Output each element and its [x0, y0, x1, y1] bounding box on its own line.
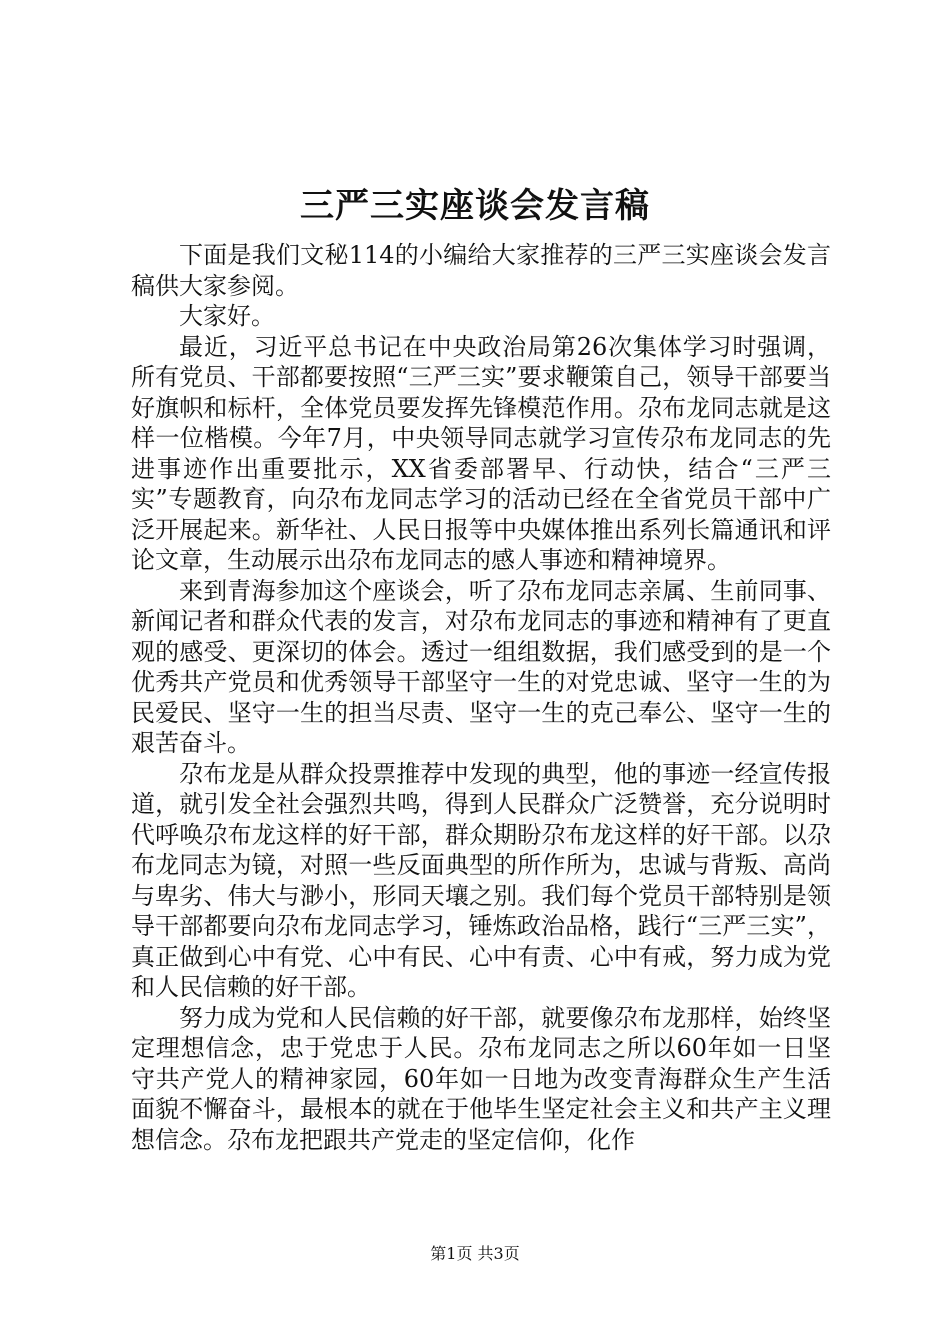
paragraph-greeting: 大家好。: [179, 302, 275, 330]
document-body: [131, 240, 831, 1155]
paragraph-body-4: 努力成为党和人民信赖的好干部，就要像尕布龙那样，始终坚定理想信念，忠于党忠于人民。尕布龙同志之所以60年如一日坚守共产党人的精神家园，60年如一日地为改变青海群众生产生活面貌不懈奋斗，最根本的就在于他毕生坚定社会主义和共产主义理想信念。尕布龙把跟共产党走的坚定信仰，化作: [131, 1003, 831, 1154]
paragraph-intro: 下面是我们文秘114的小编给大家推荐的三严三实座谈会发言稿供大家参阅。: [131, 241, 831, 300]
page-number-footer: 第1页 共3页: [430, 1244, 520, 1263]
paragraph-body-3: 尕布龙是从群众投票推荐中发现的典型，他的事迹一经宣传报道，就引发全社会强烈共鸣，得到人民群众广泛赞誉，充分说明时代呼唤尕布龙这样的好干部，群众期盼尕布龙这样的好干部。以尕布龙同志为镜，对照一些反面典型的所作所为，忠诚与背叛、高尚与卑劣、伟大与渺小，形同天壤之别。我们每个党员干部特别是领导干部都要向尕布龙同志学习，锤炼政治品格，践行“三严三实”，真正做到心中有党、心中有民、心中有责、心中有戒，努力成为党和人民信赖的好干部。: [131, 759, 831, 1001]
paragraph-body-2: 来到青海参加这个座谈会，听了尕布龙同志亲属、生前同事、新闻记者和群众代表的发言，对尕布龙同志的事迹和精神有了更直观的感受、更深切的体会。透过一组组数据，我们感受到的是一个优秀共产党员和优秀领导干部坚守一生的对党忠诚、坚守一生的为民爱民、坚守一生的担当尽责、坚守一生的克己奉公、坚守一生的艰苦奋斗。: [131, 576, 831, 757]
document-title: 三严三实座谈会发言稿: [300, 186, 650, 226]
paragraph-body-1: 最近，习近平总书记在中央政治局第26次集体学习时强调，所有党员、干部都要按照“三严三实”要求鞭策自己，领导干部要当好旗帜和标杆，全体党员要发挥先锋模范作用。尕布龙同志就是这样一位楷模。今年7月，中央领导同志就学习宣传尕布龙同志的先进事迹作出重要批示，XX省委部署早、行动快，结合“三严三实”专题教育，向尕布龙同志学习的活动已经在全省党员干部中广泛开展起来。新华社、人民日报等中央媒体推出系列长篇通讯和评论文章，生动展示出尕布龙同志的感人事迹和精神境界。: [131, 332, 831, 574]
